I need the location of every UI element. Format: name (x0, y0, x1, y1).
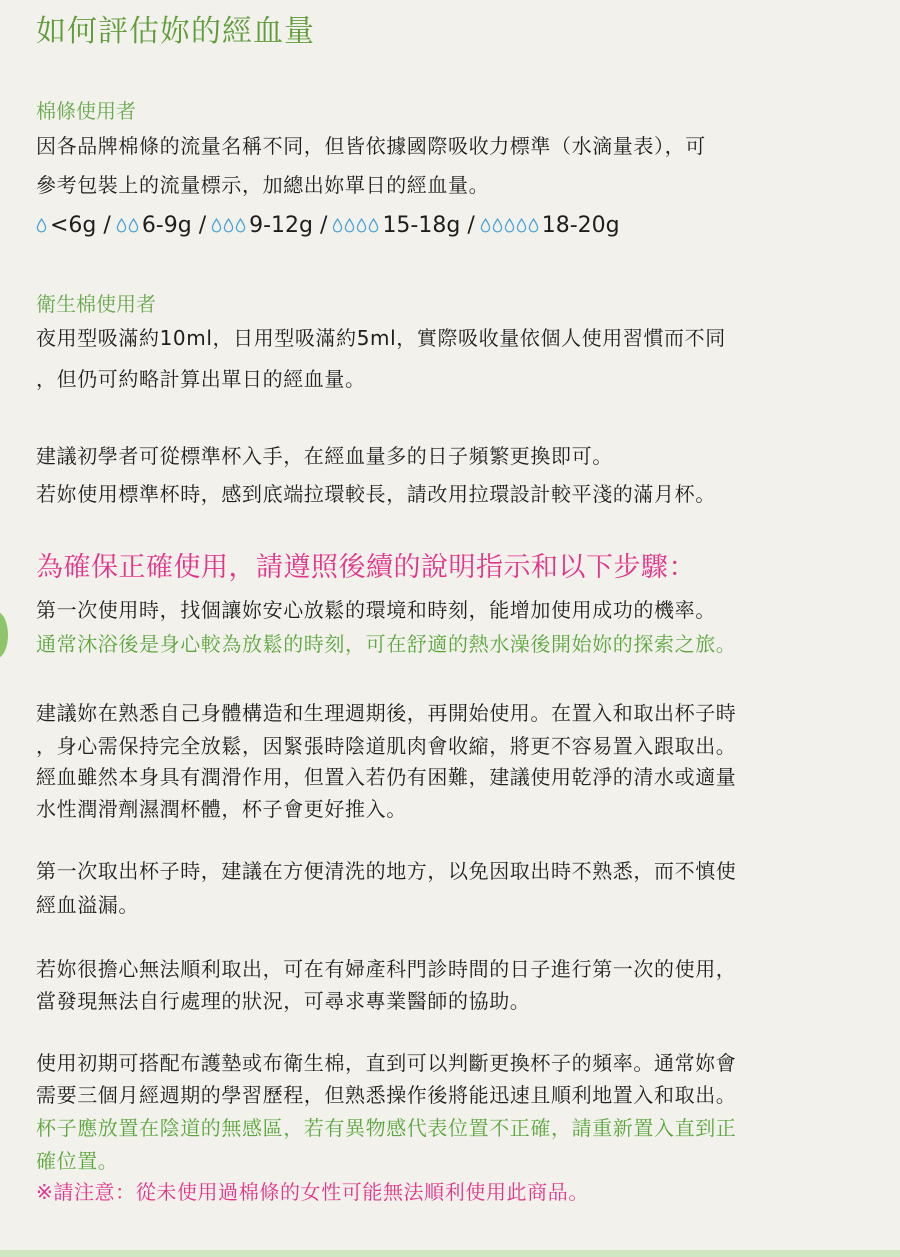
water-drop-icon (128, 218, 139, 233)
instruction-line: 當發現無法自行處理的狀況，可尋求專業醫師的協助。 (36, 989, 531, 1013)
drop-scale-item (211, 213, 327, 238)
water-drop-icon (516, 218, 527, 233)
drop-scale-label: 9-12g / (249, 213, 328, 238)
water-drop-icon (223, 218, 234, 233)
instruction-line: ，身心需保持完全放鬆，因緊張時陰道肌肉會收縮，將更不容易置入跟取出。 (36, 734, 737, 758)
instruction-line: 需要三個月經週期的學習歷程，但熟悉操作後將能迅速且順利地置入和取出。 (36, 1083, 737, 1107)
instruction-line: 若妳很擔心無法順利取出，可在有婦產科門診時間的日子進行第一次的使用， (36, 957, 737, 981)
water-drop-icon (344, 218, 355, 233)
footer-bar (0, 1250, 900, 1257)
tampon-line: 參考包裝上的流量標示，加總出妳單日的經血量。 (36, 173, 490, 197)
notice-line: ※請注意：從未使用過棉條的女性可能無法順利使用此商品。 (36, 1180, 589, 1204)
page-title: 如何評估妳的經血量 (36, 14, 315, 49)
instruction-line-green: 通常沐浴後是身心較為放鬆的時刻，可在舒適的熱水澡後開始妳的探索之旅。 (36, 632, 737, 656)
instruction-line: 建議妳在熟悉自己身體構造和生理週期後，再開始使用。在置入和取出杯子時 (36, 701, 737, 725)
water-drop-icon (528, 218, 539, 233)
water-drop-icon (504, 218, 515, 233)
pad-line: ，但仍可約略計算出單日的經血量。 (36, 367, 366, 391)
water-drop-icon (492, 218, 503, 233)
pad-line: 夜用型吸滿約10ml，日用型吸滿約5ml，實際吸收量依個人使用習慣而不同 (36, 326, 726, 350)
water-drop-icon (36, 218, 47, 233)
drop-scale-item (116, 213, 206, 238)
water-drop-icon (332, 218, 343, 233)
drop-scale-item (480, 213, 620, 238)
instruction-line-green: 杯子應放置在陰道的無感區，若有異物感代表位置不正確，請重新置入直到正 (36, 1116, 737, 1140)
instruction-line-green: 確位置。 (36, 1149, 119, 1173)
drop-scale (36, 213, 625, 238)
instruction-line: 第一次取出杯子時，建議在方便清洗的地方，以免因取出時不熟悉，而不慎使 (36, 859, 737, 883)
drop-scale-label: <6g / (50, 213, 111, 238)
water-drop-icon (211, 218, 222, 233)
instruction-line: 使用初期可搭配布護墊或布衛生棉，直到可以判斷更換杯子的頻率。通常妳會 (36, 1051, 737, 1075)
instruction-line: 經血雖然本身具有潤滑作用，但置入若仍有困難，建議使用乾淨的清水或適量 (36, 765, 737, 789)
tampon-heading: 棉條使用者 (36, 99, 136, 123)
water-drop-icon (356, 218, 367, 233)
leaf-decoration (0, 612, 8, 658)
instruction-line: 經血溢漏。 (36, 893, 139, 917)
advice-line: 建議初學者可從標準杯入手，在經血量多的日子頻繁更換即可。 (36, 444, 613, 468)
advice-line: 若妳使用標準杯時，感到底端拉環較長，請改用拉環設計較平淺的滿月杯。 (36, 482, 716, 506)
water-drop-icon (368, 218, 379, 233)
instructions-heading: 為確保正確使用，請遵照後續的說明指示和以下步驟： (36, 552, 696, 583)
drop-scale-item (36, 213, 111, 238)
instruction-line: 第一次使用時，找個讓妳安心放鬆的環境和時刻，能增加使用成功的機率。 (36, 598, 716, 622)
drop-scale-label: 18-20g (541, 213, 620, 238)
water-drop-icon (116, 218, 127, 233)
instruction-line: 水性潤滑劑濕潤杯體，杯子會更好推入。 (36, 797, 407, 821)
drop-scale-label: 15-18g / (382, 213, 475, 238)
tampon-line: 因各品牌棉條的流量名稱不同，但皆依據國際吸收力標準（水滴量表），可 (36, 134, 706, 158)
water-drop-icon (480, 218, 491, 233)
drop-scale-item (332, 213, 474, 238)
drop-scale-label: 6-9g / (141, 213, 207, 238)
pad-heading: 衛生棉使用者 (36, 292, 156, 316)
water-drop-icon (235, 218, 246, 233)
